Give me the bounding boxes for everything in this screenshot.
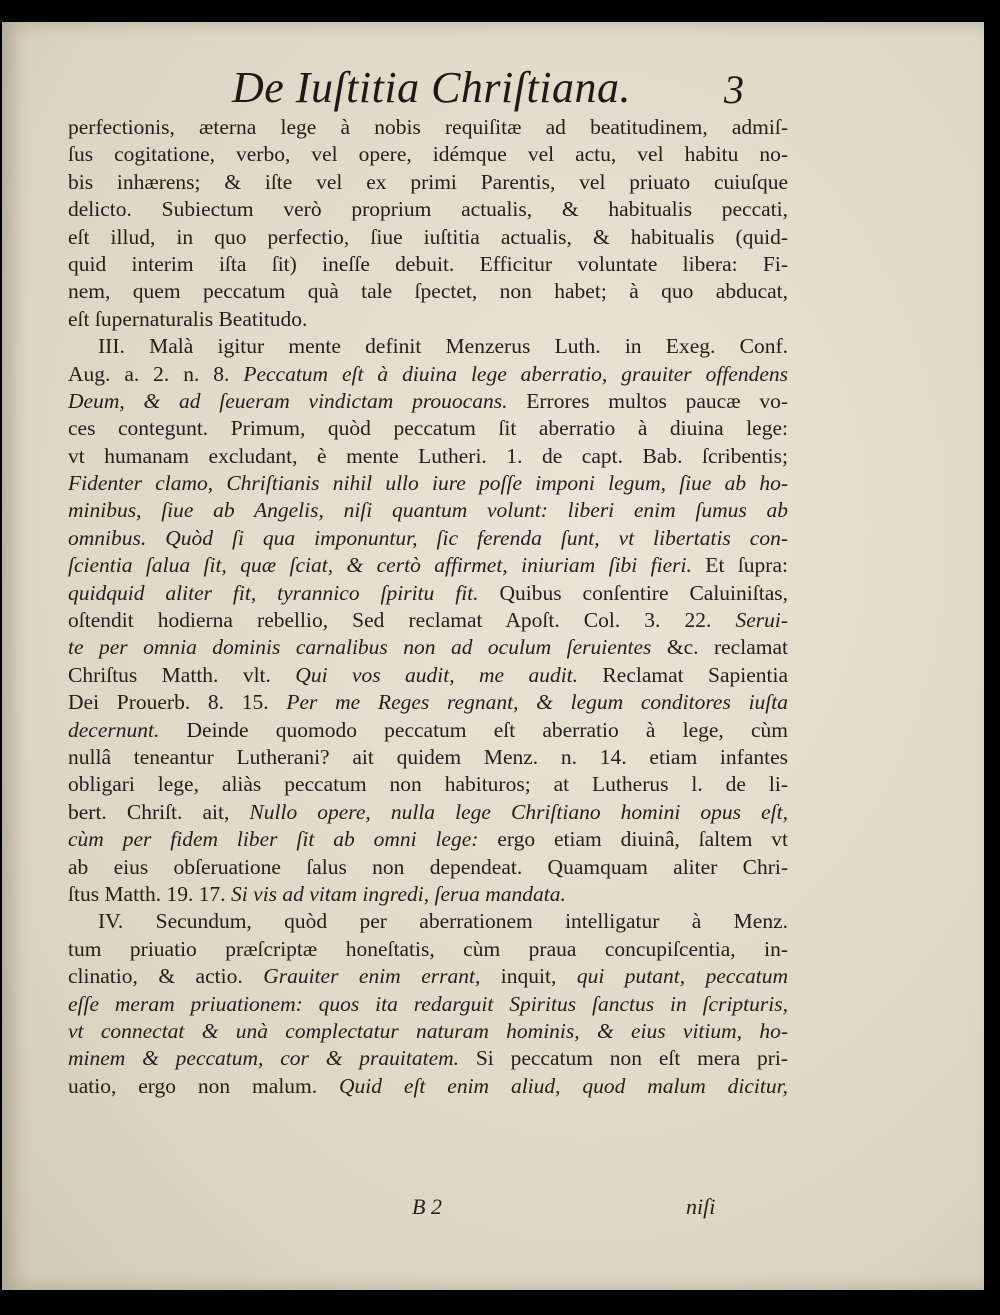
text-line [68,169,788,196]
roman-text: Et ſupra: [691,553,788,578]
roman-text: perfectionis, æterna lege à nobis requiſitæ ad beatitudinem, admiſ- [68,115,788,139]
roman-text: III. Malà igitur mente definit Menzerus Luth. in Exeg. Conf. [98,334,788,359]
page-header [2,62,984,118]
roman-text: ab eius obſeruatione ſalus non dependeat. Quamquam aliter Chri- [68,854,788,879]
text-line [68,388,788,415]
italic-text: qui putant, peccatum [576,964,788,989]
text-line [68,799,788,826]
text-line [68,689,788,716]
roman-text: &c. reclamat [651,635,788,660]
text-line [68,114,788,141]
text-line [68,717,788,744]
book-page [2,22,984,1290]
roman-text: Quibus conſentire Caluiniſtas, [478,580,788,605]
italic-text: te per omnia dominis carnalibus non ad oculum ſeruientes [68,635,652,660]
text-line [68,881,788,908]
text-line [68,415,788,442]
italic-text: omnibus. Quòd ſi qua imponuntur, ſic ferenda ſunt, vt libertatis con- [68,525,788,550]
text-line [68,744,788,771]
italic-text: Grauiter enim errant, [263,964,481,989]
text-line [68,497,788,524]
text-line [68,224,788,251]
text-line [68,1045,788,1072]
italic-text: Per me Reges regnant, & legum conditores iuſta [286,690,788,715]
text-line [68,470,788,497]
text-line [68,141,788,168]
italic-text: decernunt. [68,717,160,742]
roman-text: eſt illud, in quo perfectio, ſiue iuſtitia actualis, & habitualis (quid- [68,224,788,249]
italic-text: cùm per fidem liber ſit ab omni lege: [68,827,479,852]
italic-text: Si vis ad vitam ingredi, ſerua mandata. [231,881,566,906]
italic-text: minem & peccatum, cor & prauitatem. [68,1046,460,1071]
text-line [68,854,788,881]
text-line [68,936,788,963]
text-line [68,607,788,634]
text-line [68,991,788,1018]
text-line [68,662,788,689]
text-line [68,333,788,360]
roman-text: vt humanam excludant, è mente Lutheri. 1. de capt. Bab. ſcribentis; [68,443,788,468]
italic-text: minibus, ſiue ab Angelis, niſi quantum volunt: liberi enim ſumus ab [68,498,788,523]
roman-text: ergo etiam diuinâ, ſaltem vt [478,827,788,852]
roman-text: ſus cogitatione, verbo, vel opere, idémque vel actu, vel habitu no- [68,142,788,167]
roman-text: nem, quem peccatum quà tale ſpectet, non habet; à quo abducat, [68,279,788,304]
italic-text: Qui vos audit, me audit. [295,662,579,687]
roman-text: bert. Chriſt. ait, [68,799,250,824]
text-line [68,525,788,552]
roman-text: eſt ſupernaturalis Beatitudo. [68,306,308,331]
roman-text: Aug. a. 2. n. 8. [68,361,244,386]
roman-text: nullâ teneantur Lutherani? ait quidem Menz. n. 14. etiam infantes [68,744,788,769]
roman-text: tum priuatio præſcriptæ honeſtatis, cùm praua concupiſcentia, in- [68,936,788,961]
roman-text: Reclamat Sapientia [578,662,789,687]
catchword: niſi [686,1194,716,1219]
text-line [68,306,788,333]
text-line [68,361,788,388]
italic-text: quidquid aliter fit, tyrannico ſpiritu fit. [68,580,479,605]
running-title: De Iuſtitia Chriſtiana. [232,63,631,112]
printer-signature: B 2 [412,1194,442,1219]
text-line [68,278,788,305]
roman-text: obligari lege, aliàs peccatum non habituros; at Lutherus l. de li- [68,772,788,797]
roman-text: delicto. Subiectum verò proprium actualis, & habitualis peccati, [68,197,788,222]
roman-text: oſtendit hodierna rebellio, Sed reclamat Apoſt. Col. 3. 22. [68,608,736,633]
italic-text: ſcientia ſalua ſit, quæ ſciat, & certò affirmet, iniuriam ſibi fieri. [68,553,692,578]
text-line [68,443,788,470]
roman-text: ces contegunt. Primum, quòd peccatum ſit aberratio à diuina lege: [68,416,788,441]
text-line [68,580,788,607]
italic-text: Quid eſt enim aliud, quod malum dicitur, [339,1073,788,1098]
text-line [68,1018,788,1045]
text-line [68,908,788,935]
page-footer [2,1194,984,1224]
roman-text: inquit, [480,964,577,989]
roman-text: Dei Prouerb. 8. 15. [68,690,287,715]
italic-text: Serui- [735,608,788,633]
text-line [68,826,788,853]
text-line [68,771,788,798]
italic-text: Peccatum eſt à diuina lege aberratio, grauiter offendens [243,361,788,386]
roman-text: bis inhærens; & iſte vel ex primi Parentis, vel priuato cuiuſque [68,169,788,194]
roman-text: Chriſtus Matth. vlt. [68,662,296,687]
text-line [68,196,788,223]
roman-text: Errores multos paucæ vo- [507,388,788,413]
roman-text: IV. Secundum, quòd per aberrationem intelligatur à Menz. [98,909,788,934]
text-line [68,552,788,579]
body-text [68,114,788,1100]
text-line [68,251,788,278]
italic-text: Deum, & ad ſeueram vindictam prouocans. [68,388,508,413]
roman-text: Deinde quomodo peccatum eſt aberratio à lege, cùm [159,717,788,742]
italic-text: Nullo opere, nulla lege Chriſtiano homini opus eſt, [249,799,788,824]
page-number: 3 [724,67,744,112]
roman-text: clinatio, & actio. [68,964,264,989]
roman-text: Si peccatum non eſt mera pri- [459,1046,788,1071]
roman-text: ſtus Matth. 19. 17. [68,881,232,906]
italic-text: eſſe meram priuationem: quos ita redarguit Spiritus ſanctus in ſcripturis, [68,991,788,1016]
text-line [68,634,788,661]
roman-text: quid interim iſta ſit) ineſſe debuit. Efficitur voluntate libera: Fi- [68,251,788,276]
italic-text: Fidenter clamo, Chriſtianis nihil ullo iure poſſe imponi legum, ſiue ab ho- [68,471,788,496]
roman-text: uatio, ergo non malum. [68,1073,340,1098]
text-line [68,1073,788,1100]
text-line [68,963,788,990]
italic-text: vt connectat & unà complectatur naturam hominis, & eius vitium, ho- [68,1018,788,1043]
